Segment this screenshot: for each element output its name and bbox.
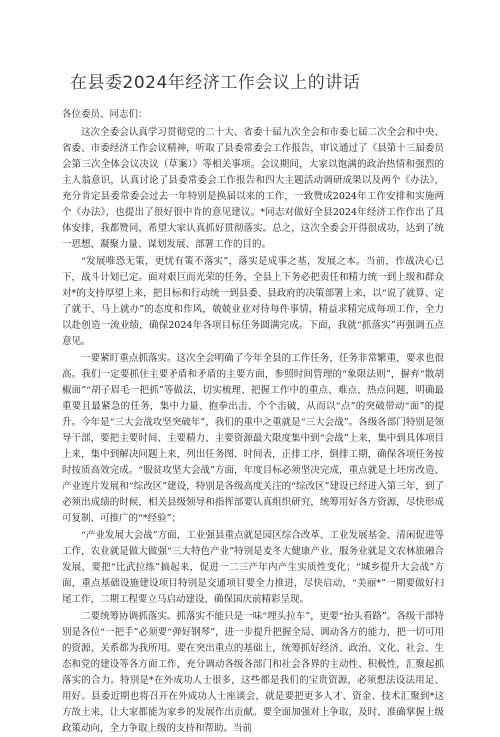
salutation: 各位委员、同志们： [62, 109, 148, 120]
paragraph-5: 二要统筹协调抓落实。抓落实不能只是一味“埋头拉车”，更要“抬头看路”。各级干部特别是各位“一把手”必须要“弹好钢琴”，进一步提升把握全局、调动各方的能力，把一切可用的资源、关系都为我所用。要在突出重点的基础上，统筹抓好经济、政治、文化、社会、生态和党的建设等各方面工作，充分调动各级各部门和社会各界的主动性、积极性，汇聚起抓落实的合力。特别是*在外成功人士很多，这些都是我们的宝贵资源，必须想法设法用足、用好。县委近期也将召开在外成功人士座谈会，就是要把更多人才、资金、技术汇聚到*这方故土来，让大家都能为家乡的发展作出贡献。要全面加强对上争取，及时、准确掌握上级政策动向，全力争取上级的支持和帮助。当前 [62, 611, 444, 734]
paragraph-3: 一要紧盯重点抓落实。这次全会明确了今年全县的工作任务，任务非常繁重，要求也很高。我们一定要抓住主要矛盾和矛盾的主要方面，参照时间管理的“象限法则”，摒弃“散胡椒面”“胡子眉毛一把抓”等做法，切实梳理、把握工作中的重点、难点、热点问题，明确最重要且最紧急的任务，集中力量、抱拳出击、个个击破，从而以“点”的突破带动“面”的提升。今年是“三大会战攻坚突破年”，我们的重中之重就是“三大会战”。各级各部门特别是领导干部，要把主要时间、主要精力、主要资源最大限度集中到“会战”上来，集中到具体项目上来，集中到解决问题上来，列出任务图、时间表，正排工序，倒排工期，确保各项任务按时按质高效完成。“服贫攻坚大会战”方面，年度目标必须坚决完成，重点就是土坯房改造、产业连片发展和“综改区”建设，特别是各级高度关注的“综改区”建设已经进入第三年，到了必须出成绩的时候，相关县级领导和指挥部要认真组织研究，统筹用好各方资源，尽快形成可复制、可推广的“*经验”； [62, 353, 444, 524]
paragraph-2: “发展唯恐无策，更忧有策不落实”，落实是成事之基，发展之本。当前，作战决心已下，战斗计划已定。面对艰巨而光荣的任务，全县上下务必把责任和精力统一到上级和群众对*的支持厚望上来，把目标和行动统一到县委、县政府的决策部署上来，以“说了就算、定了就干、马上就办”的态度和作风，兢兢业业对待每件事情，精益求精完成每项工作，全力以赴创造一流业绩，确保2024年各项目标任务圆满完成。下面，我就“抓落实”再强调五点意见。 [62, 256, 444, 347]
paragraph-4: “产业发展大会战”方面，工业强县重点就是园区综合改革、工业发展基金、清闲促进等工作，农业就是做大做强“三大特色产业”特别是麦冬大健康产业，服务业就是文农林旅融合发展，要把“比武拉练”搞起来，促进一二三产年内产生实质性变化；“城乡提升大会战”方面，重点基础设施建设项目特别是交通项目要全力推进，尽快启动，“美丽*”一期要做好扫尾工作，二期工程要立马启动建设，确保国庆前精彩呈现。 [62, 530, 444, 605]
document-title: 在县委2024年经济工作会议上的讲话 [70, 73, 361, 93]
paragraph-1: 这次全委会认真学习贯彻党的二十大、省委十届九次全会和市委七届二次全会和中央、省委、市委经济工作会议精神，听取了县委常委会工作报告，审议通过了《县第十三届委员会第三次全体会议决议（草案）》等相关事项。会议期间，大家以饱满的政治热情和强烈的主人翁意识，认真讨论了县委常委会工作报告和四大主题活动调研成果以及两个《办法》，充分肯定县委常委会过去一年特别是换届以来的工作，一致赞成2024年工作安排和实施两个《办法》，也提出了很好很中肯的意见建议。*同志对做好全县2024年经济工作作出了具体安排，我都赞同，希望大家认真抓好贯彻落实。总之，这次全委会开得很成功，达到了统一思想、凝聚力量、谋划发展、部署工作的目的。 [62, 127, 444, 250]
